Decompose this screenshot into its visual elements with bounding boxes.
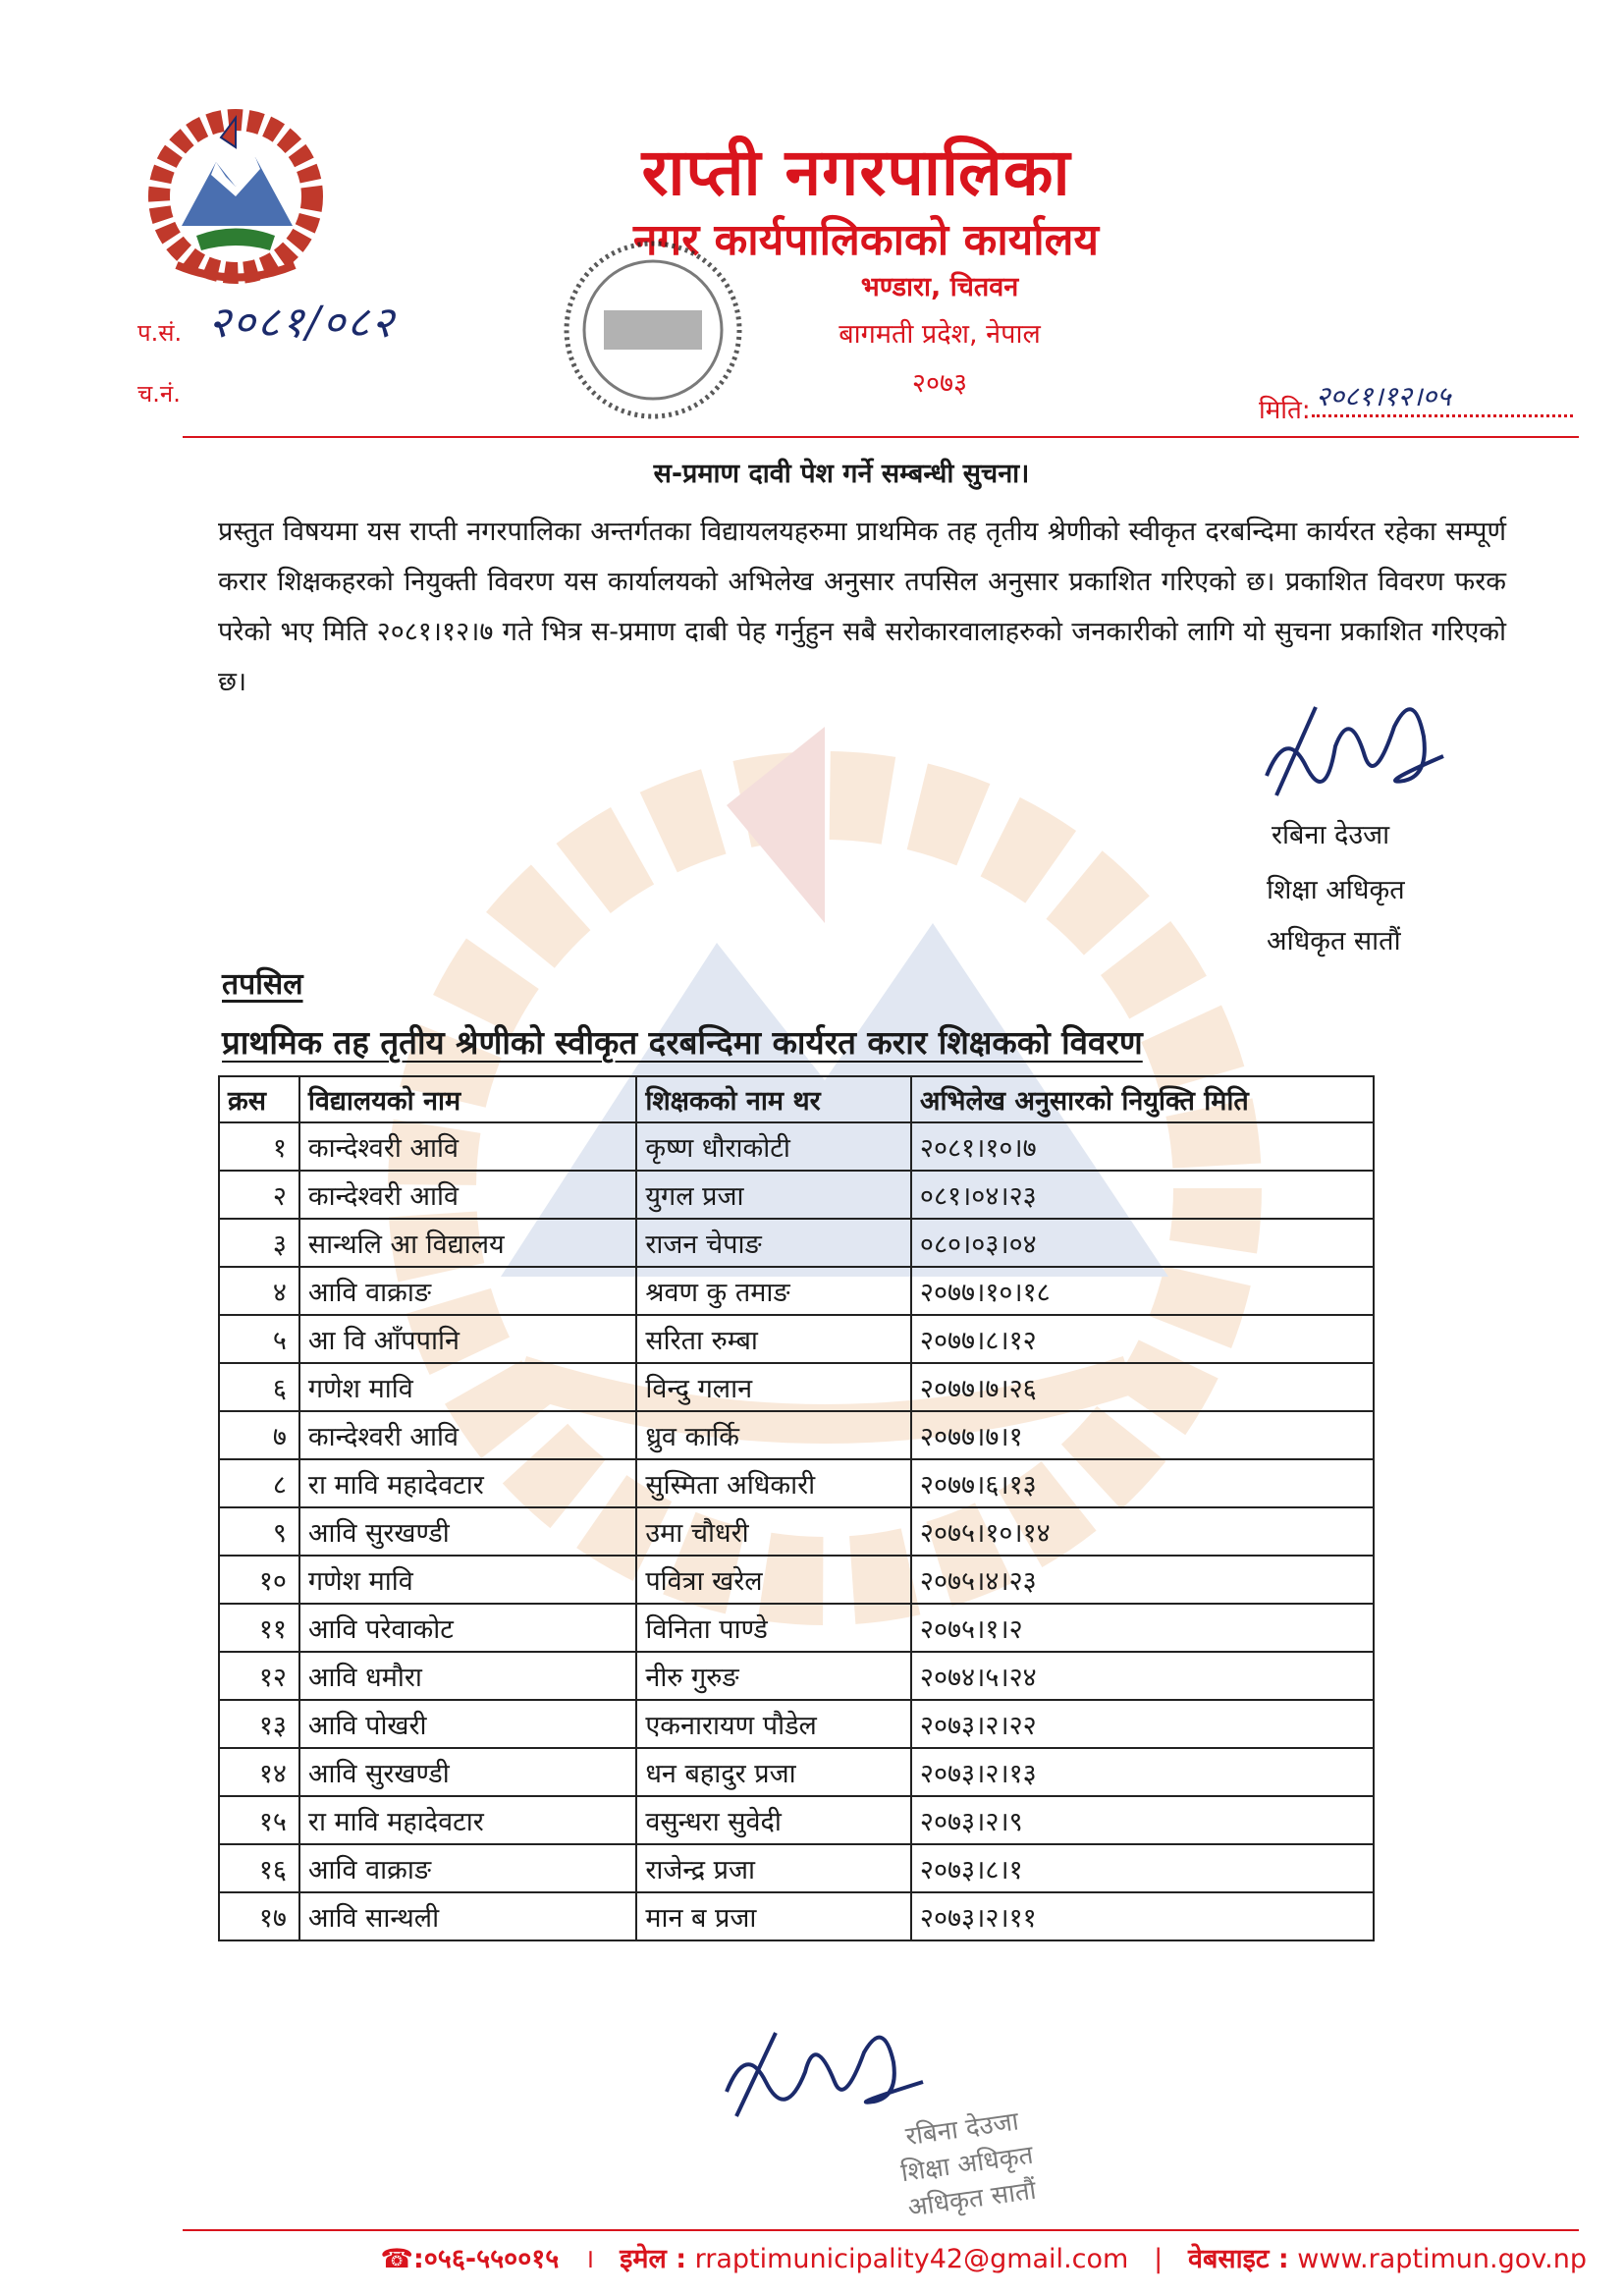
cell-date: २०७५।१०।१४ [911,1507,1374,1556]
cell-serial: ३ [219,1219,299,1267]
cell-serial: १ [219,1122,299,1171]
table-title: प्राथमिक तह तृतीय श्रेणीको स्वीकृत दरबन्दिमा कार्यरत करार शिक्षकको विवरण [222,1023,1143,1062]
cell-school: आवि वाक्राङ [299,1844,636,1892]
cell-date: २०७७।७।१ [911,1411,1374,1459]
cell-school: आ वि आँपपानि [299,1315,636,1363]
cell-teacher: कृष्ण धौराकोटी [636,1122,911,1171]
cell-serial: १३ [219,1700,299,1748]
footer-contact: ☎:०५६-५५००१५ । इमेल : rraptimunicipality42@gmail.com | वेबसाइट : www.raptimun.gov.np [380,2244,1587,2274]
cell-date: २०७३।२।२२ [911,1700,1374,1748]
table-row [219,1315,1374,1363]
cell-teacher: पवित्रा खरेल [636,1556,911,1604]
notice-body: प्रस्तुत विषयमा यस राप्ती नगरपालिका अन्तर्गतका विद्यायलयहरुमा प्राथमिक तह तृतीय श्रेणीको स्वीकृत दरबन्दिमा कार्यरत रहेका सम्पूर्ण करार शिक्षकहरको नियुक्ती विवरण यस कार्यालयको अभिलेख अनुसार तपसिल अनुसार प्रकाशित गरिएको छ। प्रकाशित विवरण फरक परेको भए मिति २०८१।१२।७ गते भित्र स-प्रमाण दाबी पेह गर्नुहुन सबै सरोकारवालाहरुको जनकारीको लागि यो सुचना प्रकाशित गरिएको छ। [218,517,1506,697]
cell-teacher: विन्दु गलान [636,1363,911,1411]
cell-teacher: एकनारायण पौडेल [636,1700,911,1748]
tapasil-heading: तपसिल [222,967,303,1002]
municipality-title: राप्ती नगरपालिका [641,135,1071,210]
cell-date: ०८१।०४।२३ [911,1171,1374,1219]
cell-teacher: धन बहादुर प्रजा [636,1748,911,1796]
footer-stamp-name: रबिना देउजा [903,2106,1021,2153]
cell-school: रा मावि महादेवटार [299,1459,636,1507]
cell-date: २०७४।५।२४ [911,1652,1374,1700]
cell-teacher: उमा चौधरी [636,1507,911,1556]
footer-divider [183,2229,1579,2231]
table-row [219,1604,1374,1652]
header-serial: क्रस [219,1076,299,1122]
signature-icon [1257,687,1453,815]
cell-serial: ११ [219,1604,299,1652]
cell-school: गणेश मावि [299,1556,636,1604]
cell-date: २०७५।१।२ [911,1604,1374,1652]
office-stamp-icon [550,232,756,428]
table-row [219,1171,1374,1219]
cell-teacher: ध्रुव कार्कि [636,1411,911,1459]
header-date: अभिलेख अनुसारको नियुक्ति मिति [911,1076,1374,1122]
cell-serial: १७ [219,1892,299,1940]
ref-number-label: प.सं. [137,319,183,347]
cell-date: २०७७।७।२६ [911,1363,1374,1411]
cell-date: २०७३।२।१३ [911,1748,1374,1796]
table-row [219,1363,1374,1411]
footer-signature-icon [717,2013,933,2131]
address-line-2: बागमती प्रदेश, नेपाल [839,319,1041,350]
signatory-post-1: शिक्षा अधिकृत [1267,875,1405,905]
cell-teacher: राजन चेपाङ [636,1219,911,1267]
cell-date: २०७५।४।२३ [911,1556,1374,1604]
cell-serial: १२ [219,1652,299,1700]
cell-school: कान्देश्वरी आवि [299,1122,636,1171]
cell-teacher: नीरु गुरुङ [636,1652,911,1700]
footer-website[interactable]: www.raptimun.gov.np [1297,2244,1587,2274]
cell-school: कान्देश्वरी आवि [299,1411,636,1459]
footer-email-label: इमेल : [620,2244,686,2274]
footer-stamp-post1: शिक्षा अधिकृत [898,2140,1036,2189]
cell-serial: ४ [219,1267,299,1315]
address-line-1: भण्डारा, चितवन [860,272,1019,302]
cell-school: आवि वाक्राङ [299,1267,636,1315]
footer-stamp-post2: अधिकृत सातौं [905,2175,1039,2223]
teacher-table [218,1075,1375,1941]
cell-school: आवि सुरखण्डी [299,1507,636,1556]
cell-teacher: श्रवण कु तमाङ [636,1267,911,1315]
ref-number-value: २०८१/०८२ [208,298,396,348]
date-dotted-line [1312,414,1573,417]
cell-teacher: राजेन्द्र प्रजा [636,1844,911,1892]
office-subtitle: नगर कार्यपालिकाको कार्यालय [633,215,1099,265]
table-row [219,1507,1374,1556]
cell-serial: ७ [219,1411,299,1459]
date-value: २०८१।१२।०५ [1316,380,1451,412]
cell-school: आवि धमौरा [299,1652,636,1700]
signatory-name: रबिना देउजा [1272,820,1390,850]
cell-date: २०७३।२।११ [911,1892,1374,1940]
cell-serial: ९ [219,1507,299,1556]
cell-teacher: विनिता पाण्डे [636,1604,911,1652]
table-row [219,1459,1374,1507]
cell-teacher: सरिता रुम्बा [636,1315,911,1363]
footer-web-label: वेबसाइट : [1187,2244,1289,2274]
address-line-3: २०७३ [911,368,968,399]
cell-serial: १४ [219,1748,299,1796]
header-school: विद्यालयको नाम [299,1076,636,1122]
signatory-post-2: अधिकृत सातौं [1267,926,1401,956]
table-row [219,1796,1374,1844]
cell-school: रा मावि महादेवटार [299,1796,636,1844]
table-row [219,1700,1374,1748]
cell-date: २०७७।१०।१८ [911,1267,1374,1315]
cell-school: आवि सुरखण्डी [299,1748,636,1796]
cell-serial: १६ [219,1844,299,1892]
cell-teacher: सुस्मिता अधिकारी [636,1459,911,1507]
table-row [219,1652,1374,1700]
dispatch-number-label: च.नं. [137,380,181,408]
cell-school: गणेश मावि [299,1363,636,1411]
table-row [219,1556,1374,1604]
table-row [219,1844,1374,1892]
cell-school: सान्थलि आ विद्यालय [299,1219,636,1267]
cell-serial: १५ [219,1796,299,1844]
table-row [219,1892,1374,1940]
table-row [219,1267,1374,1315]
cell-date: २०८१।१०।७ [911,1122,1374,1171]
cell-serial: १० [219,1556,299,1604]
cell-serial: ६ [219,1363,299,1411]
cell-school: आवि सान्थली [299,1892,636,1940]
table-row [219,1411,1374,1459]
table-row [219,1748,1374,1796]
cell-date: २०७७।६।१३ [911,1459,1374,1507]
cell-serial: २ [219,1171,299,1219]
cell-date: २०७३।२।९ [911,1796,1374,1844]
notice-title: स-प्रमाण दावी पेश गर्ने सम्बन्धी सुचना। [653,459,1030,489]
date-label: मिति: [1259,396,1311,425]
cell-school: आवि पोखरी [299,1700,636,1748]
cell-date: ०८०।०३।०४ [911,1219,1374,1267]
header-teacher: शिक्षकको नाम थर [636,1076,911,1122]
cell-serial: ५ [219,1315,299,1363]
cell-school: आवि परेवाकोट [299,1604,636,1652]
cell-date: २०७३।८।१ [911,1844,1374,1892]
table-row [219,1122,1374,1171]
footer-email[interactable]: rraptimunicipality42@gmail.com [694,2244,1129,2274]
header-divider [183,436,1579,438]
table-header-row [219,1076,1374,1122]
cell-school: कान्देश्वरी आवि [299,1171,636,1219]
cell-serial: ८ [219,1459,299,1507]
footer-phone: ☎:०५६-५५००१५ [380,2244,560,2274]
cell-date: २०७७।८।१२ [911,1315,1374,1363]
table-row [219,1219,1374,1267]
cell-teacher: मान ब प्रजा [636,1892,911,1940]
cell-teacher: युगल प्रजा [636,1171,911,1219]
cell-teacher: वसुन्धरा सुवेदी [636,1796,911,1844]
